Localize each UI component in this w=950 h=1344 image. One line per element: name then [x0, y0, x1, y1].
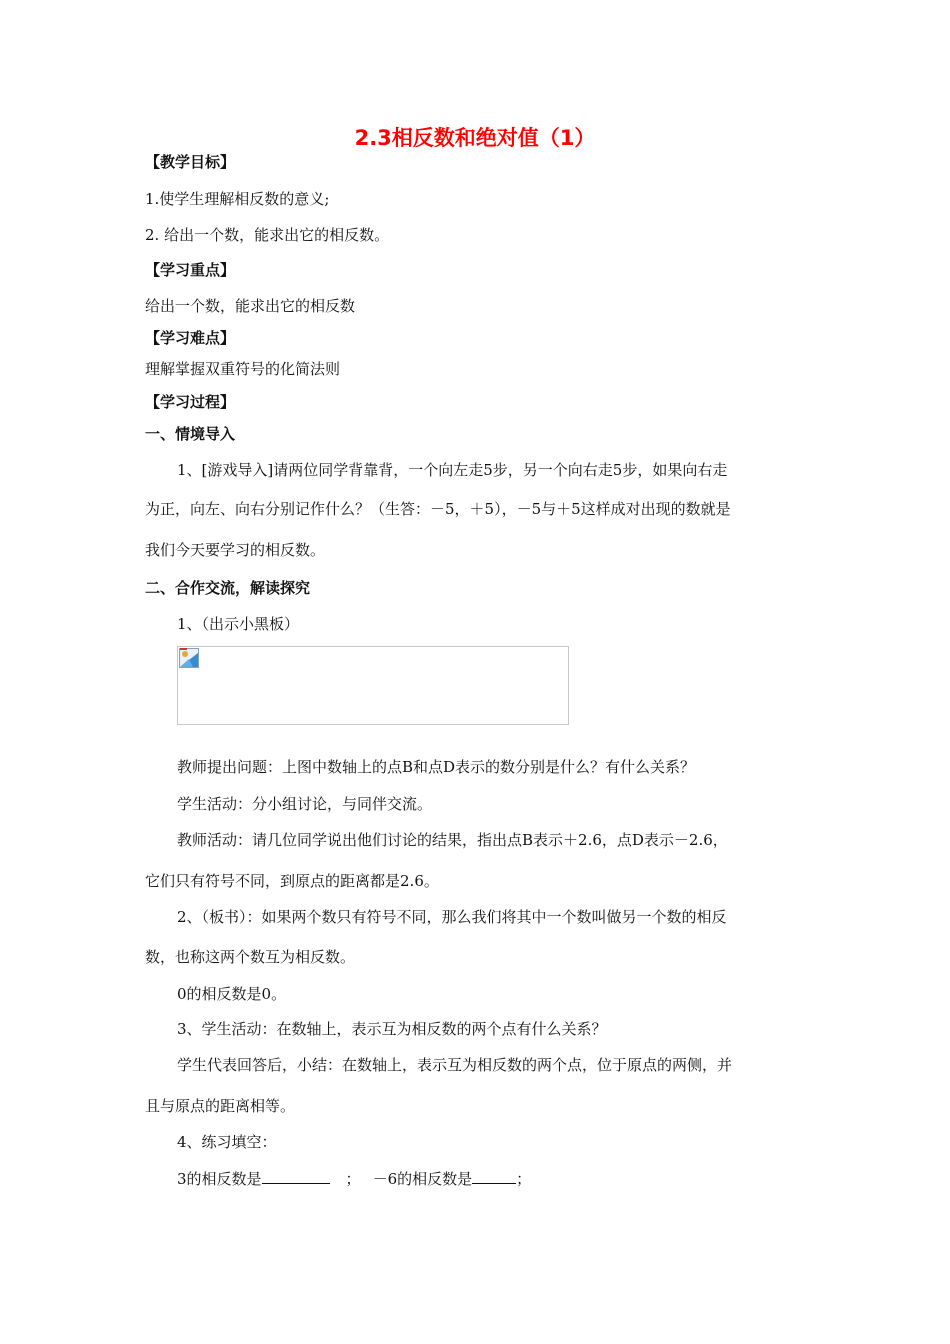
section2-item-4: 4、练习填空： — [177, 1133, 277, 1151]
exercise-1-label: 3的相反数是 — [177, 1170, 262, 1188]
exercise-2-separator: ； — [516, 1170, 532, 1188]
section2-heading: 二、合作交流，解读探究 — [145, 579, 311, 597]
student-activity: 学生活动：分小组讨论，与同伴交流。 — [177, 795, 433, 813]
difficulty-heading: 【学习难点】 — [145, 329, 236, 347]
key-point-text: 给出一个数，能求出它的相反数 — [145, 297, 356, 315]
exercise-2-label: －6的相反数是 — [372, 1170, 473, 1188]
exercise-row — [177, 1167, 531, 1190]
broken-image-icon — [179, 648, 199, 668]
difficulty-text: 理解掌握双重符号的化简法则 — [145, 360, 341, 378]
page-title: 2.3相反数和绝对值（1） — [354, 126, 596, 150]
section2-item-3: 3、学生活动：在数轴上，表示互为相反数的两个点有什么关系？ — [177, 1020, 607, 1038]
teacher-activity-line-2: 它们只有符号不同，到原点的距离都是2.6。 — [145, 872, 439, 890]
summary-line-2: 且与原点的距离相等。 — [145, 1097, 296, 1115]
section2-item-2-line-2: 数，也称这两个数互为相反数。 — [145, 948, 356, 966]
exercise-2-blank[interactable] — [472, 1167, 516, 1184]
section1-heading: 一、情境导入 — [145, 425, 236, 443]
zero-opposite: 0的相反数是0。 — [177, 985, 287, 1003]
section2-item-1: 1、（出示小黑板） — [177, 615, 300, 633]
teacher-question: 教师提出问题：上图中数轴上的点B和点D表示的数分别是什么？有什么关系？ — [177, 758, 696, 776]
exercise-1-blank[interactable] — [262, 1167, 330, 1184]
section1-para-line-2: 为正，向左、向右分别记作什么？（生答：－5，＋5），－5与＋5这样成对出现的数就是 — [145, 500, 731, 518]
section2-item-2-line-1: 2、（板书）：如果两个数只有符号不同，那么我们将其中一个数叫做另一个数的相反 — [177, 908, 727, 926]
teacher-activity-line-1: 教师活动：请几位同学说出他们讨论的结果，指出点B表示＋2.6，点D表示－2.6， — [177, 831, 728, 849]
goal-item-1: 1.使学生理解相反数的意义; — [145, 190, 330, 208]
section1-para-line-1: 1、[游戏导入]请两位同学背靠背，一个向左走5步，另一个向右走5步，如果向右走 — [177, 461, 728, 479]
blackboard-figure-placeholder — [177, 646, 569, 725]
summary-line-1: 学生代表回答后，小结：在数轴上，表示互为相反数的两个点，位于原点的两侧，并 — [177, 1056, 733, 1074]
process-heading: 【学习过程】 — [145, 393, 236, 411]
key-point-heading: 【学习重点】 — [145, 261, 236, 279]
goals-heading: 【教学目标】 — [145, 153, 236, 171]
section1-para-line-3: 我们今天要学习的相反数。 — [145, 541, 326, 559]
exercise-1-separator: ； — [345, 1170, 361, 1188]
goal-item-2: 2. 给出一个数，能求出它的相反数。 — [145, 226, 390, 244]
